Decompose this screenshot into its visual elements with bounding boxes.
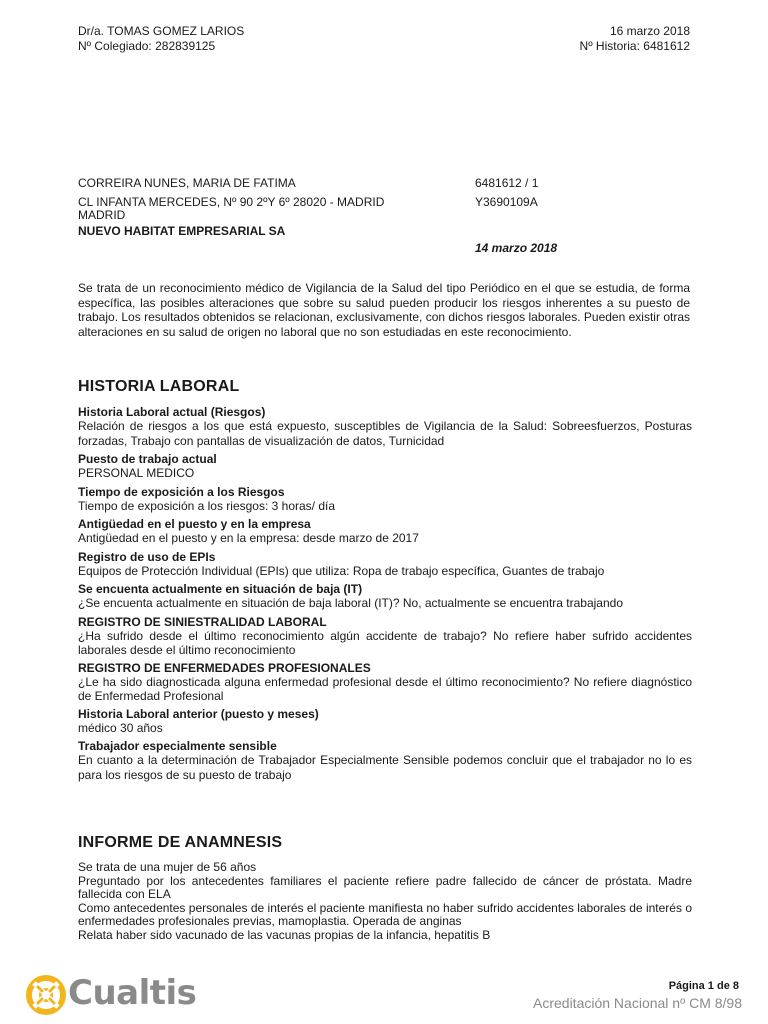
doctor-name: Dr/a. TOMAS GOMEZ LARIOS — [78, 24, 245, 38]
field-item — [78, 582, 692, 611]
page-number: Página 1 de 8 — [668, 980, 739, 992]
field-body: médico 30 años — [78, 720, 163, 735]
field-title: REGISTRO DE ENFERMEDADES PROFESIONALES — [78, 660, 371, 675]
field-title: Trabajador especialmente sensible — [78, 739, 277, 753]
patient-name: CORREIRA NUNES, MARIA DE FATIMA — [78, 176, 296, 190]
field-body: Equipos de Protección Individual (EPIs) que utiliza: Ropa de trabajo específica, Guantes de trabajo — [78, 563, 605, 578]
section-title-historia-laboral: HISTORIA LABORAL — [78, 378, 240, 395]
field-title: Se encuenta actualmente en situación de baja (IT) — [78, 582, 363, 596]
anamnesis-line: Preguntado por los antecedentes familiares el paciente refiere padre fallecido de cáncer de próstata. Madre fallecida con ELA — [78, 873, 692, 901]
anamnesis-line: Relata haber sido vacunado de las vacunas propias de la infancia, hepatitis B — [78, 927, 491, 942]
historia-laboral-fields — [78, 405, 692, 782]
field-body: Tiempo de exposición a los riesgos: 3 horas/ día — [78, 498, 336, 513]
field-item — [78, 615, 692, 658]
field-item — [78, 517, 692, 546]
field-title: Registro de uso de EPIs — [78, 549, 216, 564]
field-title: Historia Laboral actual (Riesgos) — [78, 405, 266, 419]
cualtis-logo-text: Cualtis — [68, 973, 197, 1013]
anamnesis-body — [78, 861, 692, 942]
field-title: Puesto de trabajo actual — [78, 452, 217, 466]
patient-address: CL INFANTA MERCEDES, Nº 90 2ºY 6º 28020 - MADRID — [78, 195, 385, 209]
field-item — [78, 707, 692, 736]
field-title: Historia Laboral anterior (puesto y meses) — [78, 706, 319, 721]
field-title: REGISTRO DE SINIESTRALIDAD LABORAL — [78, 614, 327, 629]
historia-number: Nº Historia: 6481612 — [579, 39, 690, 53]
field-body: En cuanto a la determinación de Trabajador Especialmente Sensible podemos concluir que el trabajador no lo es para los riesgos de su puesto de trabajo — [78, 753, 692, 782]
field-body: ¿Ha sufrido desde el último reconocimiento algún accidente de trabajo? No refiere haber sufrido accidentes laborales desde el último reconocimiento — [78, 628, 692, 657]
report-date: 16 marzo 2018 — [609, 24, 690, 38]
field-body: Relación de riesgos a los que está expuesto, susceptibles de Vigilancia de la Salud: Sobreesfuerzos, Posturas forzadas, Trabajo con pantallas de visualización de datos, Turnicidad — [78, 419, 692, 448]
field-item — [78, 739, 692, 782]
field-item — [78, 661, 692, 704]
cualtis-logo — [26, 972, 206, 1018]
field-title: Antigüedad en el puesto y en la empresa — [78, 517, 311, 531]
intro-paragraph: Se trata de un reconocimiento médico de Vigilancia de la Salud del tipo Periódico en el que se estudia, de forma específica, las posibles alteraciones que sobre su salud pueden producir los riesgos inherentes a su puesto de trabajo. Los resultados obtenidos se relacionan, exclusivamente, con dichos riesgos laborales. Pueden existir otras alteraciones en su salud de origen no laboral que no son estudiadas en este reconocimiento. — [78, 281, 690, 339]
colegiado-number: Nº Colegiado: 282839125 — [78, 39, 216, 53]
cualtis-logo-icon — [26, 975, 66, 1015]
field-body: ¿Le ha sido diagnosticada alguna enfermedad profesional desde el último reconocimiento? No refiere diagnóstico de Enfermedad Profesional — [78, 674, 692, 703]
field-item — [78, 550, 692, 579]
accreditation-text: Acreditación Nacional nº CM 8/98 — [533, 995, 742, 1011]
field-body: Antigüedad en el puesto y en la empresa: desde marzo de 2017 — [78, 531, 419, 545]
field-item — [78, 405, 692, 448]
anamnesis-line: Como antecedentes personales de interés el paciente manifiesta no haber sufrido accidentes laborales de interés o enfermedades profesionales previas, mamoplastia. Operada de anginas — [78, 900, 692, 928]
section-title-anamnesis: INFORME DE ANAMNESIS — [78, 834, 283, 851]
field-body: ¿Se encuenta actualmente en situación de baja laboral (IT)? No, actualmente se encuentra trabajando — [78, 596, 624, 610]
patient-city: MADRID — [78, 208, 126, 222]
field-body: PERSONAL MEDICO — [78, 466, 195, 480]
patient-id-number: Y3690109A — [475, 195, 538, 209]
field-item — [78, 485, 692, 514]
patient-ref-number: 6481612 / 1 — [475, 176, 539, 190]
anamnesis-line: Se trata de una mujer de 56 años — [78, 860, 257, 874]
exam-date: 14 marzo 2018 — [475, 241, 558, 255]
patient-company: NUEVO HABITAT EMPRESARIAL SA — [78, 224, 286, 238]
field-item — [78, 452, 692, 481]
field-title: Tiempo de exposición a los Riesgos — [78, 484, 285, 499]
